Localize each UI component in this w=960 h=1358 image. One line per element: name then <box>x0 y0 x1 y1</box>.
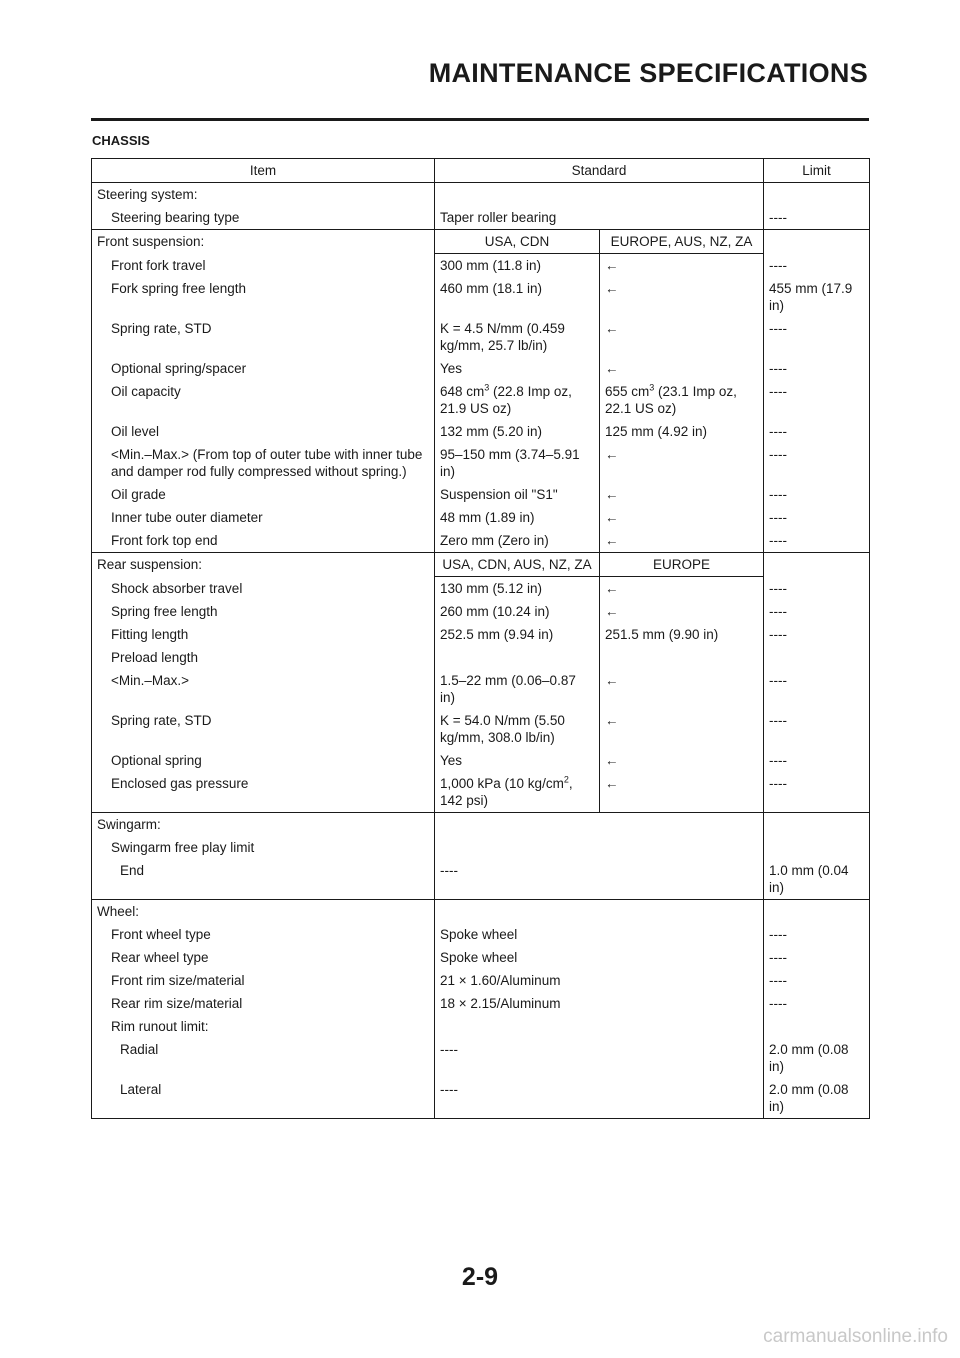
row-label: Preload length <box>92 646 435 669</box>
table-row <box>92 923 870 946</box>
row-standard: Taper roller bearing <box>440 210 557 225</box>
table-row <box>92 317 870 357</box>
row-value-b: ← <box>600 317 764 357</box>
table-row <box>92 1015 870 1038</box>
row-standard: Spoke wheel <box>440 950 518 965</box>
table-row <box>92 669 870 709</box>
row-label: Shock absorber travel <box>92 577 435 601</box>
row-value-b: ← <box>600 277 764 317</box>
col-header-item: Item <box>92 159 435 183</box>
row-value-a: 648 $cm^3$ (22.8 Imp oz, 21.9 US oz) <box>440 382 572 416</box>
table-row <box>92 859 870 900</box>
row-label: <Min.–Max.> (From top of outer tube with inner tube and damper rod fully compressed without spring.) <box>92 443 435 483</box>
row-label: Radial <box>92 1038 435 1078</box>
table-row <box>92 357 870 380</box>
row-limit: ---- <box>764 709 870 749</box>
row-value-a: 460 mm (18.1 in) <box>440 281 543 296</box>
col-header-limit: Limit <box>764 159 870 183</box>
table-row <box>92 483 870 506</box>
row-label: Front fork top end <box>92 529 435 553</box>
row-value-a: K = 4.5 N/mm (0.459 kg/mm, 25.7 lb/in) <box>440 321 565 353</box>
sub-header-b: EUROPE <box>600 553 764 577</box>
row-value-b: ← <box>600 529 764 553</box>
spec-table <box>91 158 870 1119</box>
table-row <box>92 900 870 924</box>
row-value-a: 132 mm (5.20 in) <box>440 424 543 439</box>
table-row <box>92 1078 870 1119</box>
row-value-a: Yes <box>440 753 463 768</box>
row-standard: 21 × 1.60/Aluminum <box>440 973 561 988</box>
row-value-b: ← <box>600 254 764 278</box>
table-row <box>92 443 870 483</box>
row-limit: ---- <box>764 380 870 420</box>
sub-header-b: EUROPE, AUS, NZ, ZA <box>600 230 764 254</box>
sub-header-a: USA, CDN <box>435 230 600 254</box>
row-limit: ---- <box>764 946 870 969</box>
row-standard: Spoke wheel <box>440 927 518 942</box>
row-value-b: ← <box>600 772 764 813</box>
row-value-a: 260 mm (10.24 in) <box>440 604 550 619</box>
row-value-b: ← <box>600 483 764 506</box>
row-value-a: Zero mm (Zero in) <box>440 533 549 548</box>
row-limit: ---- <box>764 600 870 623</box>
table-row <box>92 380 870 420</box>
title-rule <box>91 118 869 121</box>
row-label: Enclosed gas pressure <box>92 772 435 813</box>
row-value-a: Yes <box>440 361 463 376</box>
row-value-b: ← <box>600 506 764 529</box>
row-standard: 18 × 2.15/Aluminum <box>440 996 561 1011</box>
row-label: Optional spring/spacer <box>92 357 435 380</box>
row-limit: ---- <box>764 772 870 813</box>
row-standard: ---- <box>440 863 458 878</box>
row-value-b: 251.5 mm (9.90 in) <box>600 623 764 646</box>
row-value-a: 130 mm (5.12 in) <box>440 581 543 596</box>
table-row <box>92 623 870 646</box>
table-row <box>92 969 870 992</box>
table-row <box>92 206 870 230</box>
row-limit: ---- <box>764 254 870 278</box>
row-limit: ---- <box>764 443 870 483</box>
row-value-a: Suspension oil "S1" <box>440 487 558 502</box>
row-label: <Min.–Max.> <box>92 669 435 709</box>
table-row <box>92 420 870 443</box>
table-row <box>92 183 870 207</box>
row-label: Oil grade <box>92 483 435 506</box>
section-title: CHASSIS <box>92 133 150 148</box>
table-row <box>92 946 870 969</box>
row-limit: 2.0 mm (0.08 in) <box>764 1038 870 1078</box>
row-label: Front rim size/material <box>92 969 435 992</box>
row-limit: ---- <box>764 969 870 992</box>
group-heading: Steering system: <box>92 183 435 207</box>
row-label: Spring rate, STD <box>92 709 435 749</box>
row-value-a: 1.5–22 mm (0.06–0.87 in) <box>440 673 576 705</box>
table-row <box>92 506 870 529</box>
page-title: MAINTENANCE SPECIFICATIONS <box>428 58 868 88</box>
row-limit: ---- <box>764 923 870 946</box>
row-limit: ---- <box>764 669 870 709</box>
row-value-a: 48 mm (1.89 in) <box>440 510 535 525</box>
table-row <box>92 1038 870 1078</box>
row-limit: ---- <box>764 420 870 443</box>
row-value-b: ← <box>600 709 764 749</box>
row-value-b: ← <box>600 600 764 623</box>
table-row <box>92 529 870 553</box>
row-limit: ---- <box>764 506 870 529</box>
table-row <box>92 277 870 317</box>
row-value-b: 125 mm (4.92 in) <box>600 420 764 443</box>
row-limit: 455 mm (17.9 in) <box>764 277 870 317</box>
table-row <box>92 646 870 669</box>
row-label: Oil capacity <box>92 380 435 420</box>
table-row <box>92 992 870 1015</box>
row-label: Rim runout limit: <box>92 1015 435 1038</box>
row-value-a: 252.5 mm (9.94 in) <box>440 627 554 642</box>
row-label: Front wheel type <box>92 923 435 946</box>
row-label: Rear rim size/material <box>92 992 435 1015</box>
col-header-standard: Standard <box>435 159 764 183</box>
row-label: Fitting length <box>92 623 435 646</box>
row-label: Optional spring <box>92 749 435 772</box>
row-value-b: ← <box>600 443 764 483</box>
row-limit: ---- <box>764 317 870 357</box>
table-header-row <box>92 159 870 183</box>
row-label: Fork spring free length <box>92 277 435 317</box>
row-value-b: ← <box>600 357 764 380</box>
table-row <box>92 577 870 601</box>
sub-header-a: USA, CDN, AUS, NZ, ZA <box>435 553 600 577</box>
group-heading: Front suspension: <box>92 230 435 254</box>
row-label: Front fork travel <box>92 254 435 278</box>
row-value-b: ← <box>600 669 764 709</box>
watermark: carmanualsonline.info <box>763 1326 948 1347</box>
table-row <box>92 600 870 623</box>
table-row <box>92 254 870 278</box>
row-standard: ---- <box>435 1078 764 1119</box>
group-heading: Rear suspension: <box>92 553 435 577</box>
row-label: Lateral <box>92 1078 435 1119</box>
page-number: 2-9 <box>461 1263 499 1291</box>
group-heading: Wheel: <box>92 900 435 924</box>
row-value-b: ← <box>600 577 764 601</box>
row-limit: ---- <box>764 623 870 646</box>
row-value-b: 655 $cm^3$ (23.1 Imp oz, 22.1 US oz) <box>600 380 764 420</box>
row-label: Oil level <box>92 420 435 443</box>
row-value-a: 300 mm (11.8 in) <box>440 258 542 273</box>
row-standard: ---- <box>440 1042 458 1057</box>
row-label: Inner tube outer diameter <box>92 506 435 529</box>
row-limit: ---- <box>764 749 870 772</box>
row-label: Swingarm free play limit <box>92 836 435 859</box>
table-row <box>92 553 870 577</box>
row-limit: ---- <box>764 992 870 1015</box>
row-value-a: K = 54.0 N/mm (5.50 kg/mm, 308.0 lb/in) <box>440 713 565 745</box>
table-row <box>92 813 870 837</box>
row-limit: 1.0 mm (0.04 in) <box>764 859 870 900</box>
row-limit: ---- <box>764 577 870 601</box>
row-value-a: 1,000 kPa (10 $kg/cm^2$, 142 psi) <box>440 774 573 808</box>
row-limit: ---- <box>764 483 870 506</box>
table-row <box>92 772 870 813</box>
row-limit: ---- <box>764 529 870 553</box>
group-heading: Swingarm: <box>92 813 435 837</box>
table-row <box>92 836 870 859</box>
table-row <box>92 230 870 254</box>
row-value-a: 95–150 mm (3.74–5.91 in) <box>440 447 580 479</box>
row-limit: ---- <box>764 206 870 230</box>
row-limit: 2.0 mm (0.08 in) <box>764 1078 870 1119</box>
row-label: End <box>92 859 435 900</box>
row-label: Rear wheel type <box>92 946 435 969</box>
row-label: Steering bearing type <box>92 206 435 230</box>
row-value-b: ← <box>600 749 764 772</box>
table-row <box>92 709 870 749</box>
table-row <box>92 749 870 772</box>
row-label: Spring free length <box>92 600 435 623</box>
row-label: Spring rate, STD <box>92 317 435 357</box>
row-limit: ---- <box>764 357 870 380</box>
